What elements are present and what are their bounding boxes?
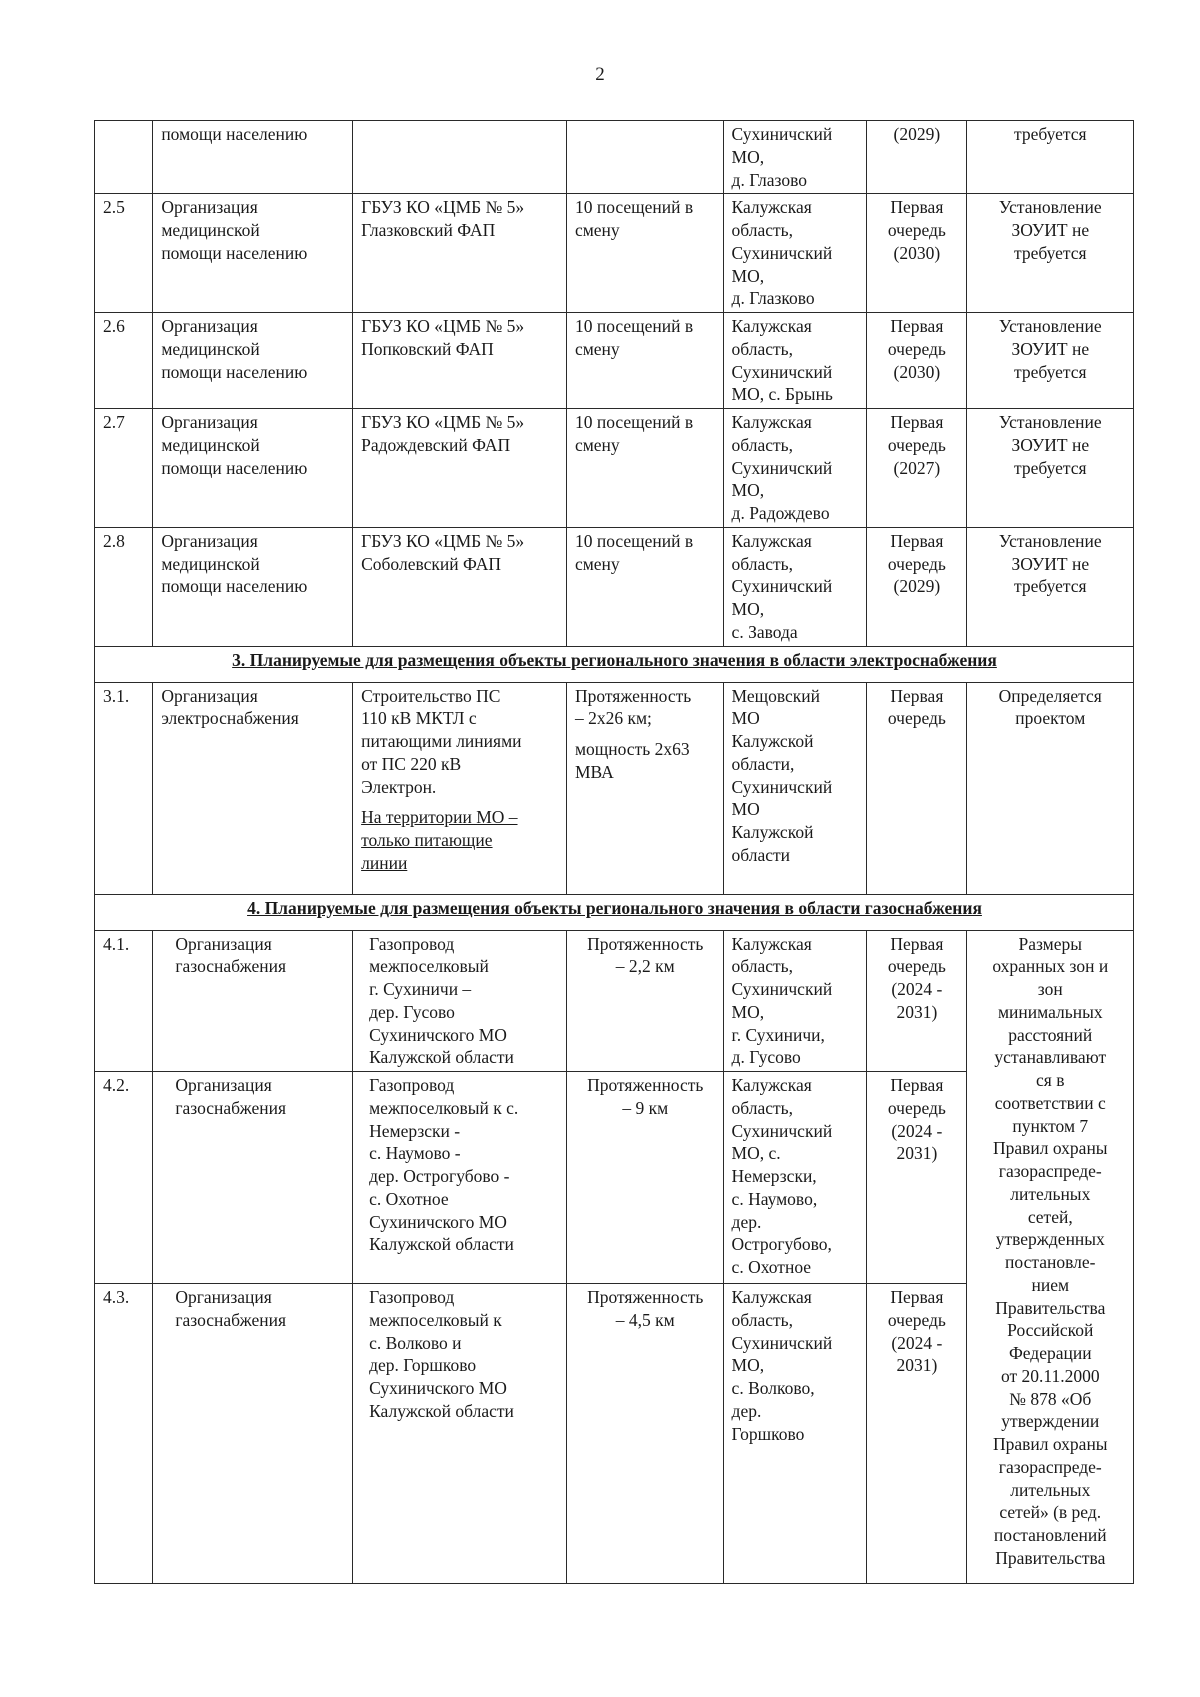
- text-line: очередь: [887, 338, 946, 359]
- text-line: Сухиничский: [731, 776, 833, 797]
- cell-object: [353, 1284, 567, 1584]
- page-number: 2: [595, 64, 605, 85]
- cell-params: [566, 121, 723, 194]
- text-line: Калужская: [731, 412, 812, 432]
- text-line: Первая: [890, 197, 944, 218]
- cell-object: [353, 1072, 567, 1284]
- text-line: очередь: [887, 956, 946, 977]
- text-line: Организация: [161, 316, 258, 336]
- text-line: очередь: [887, 553, 946, 574]
- text-line: лительных: [1010, 1183, 1091, 1204]
- text-line: Организация: [161, 530, 258, 551]
- text-line: медицинской: [161, 434, 260, 455]
- cell-num: 4.2.: [95, 1072, 153, 1284]
- objects-table: [94, 120, 1134, 1584]
- text-line: очередь: [887, 434, 946, 455]
- text-line: Сухиничский: [731, 576, 833, 597]
- cell-object: [353, 313, 567, 409]
- text-line: Калужской области: [369, 1234, 514, 1255]
- text-line: (2030): [893, 361, 941, 382]
- text-line: смену: [574, 434, 620, 455]
- text-line: Федерации: [1008, 1343, 1092, 1363]
- text-line: Первая: [890, 1075, 944, 1095]
- cell-queue: [867, 682, 966, 894]
- text-line: 110 кВ МКТЛ с: [361, 708, 477, 729]
- text-line: медицинской: [161, 338, 260, 359]
- cell-zone: [966, 682, 1133, 894]
- cell-params: [566, 527, 723, 646]
- cell-zone: требуется: [966, 121, 1133, 194]
- table-row: [95, 194, 1134, 313]
- text-line: 10 посещений в: [574, 316, 694, 336]
- text-line: Газопровод: [369, 1075, 455, 1095]
- text-line: МО: [731, 708, 760, 729]
- text-line: На территории МО –: [361, 807, 518, 828]
- text-line: межпоселковый к с.: [369, 1097, 519, 1118]
- text-line: нием: [1031, 1274, 1070, 1295]
- text-line: Электрон.: [361, 776, 437, 797]
- cell-location: [723, 313, 867, 409]
- text-line: смену: [574, 553, 620, 574]
- text-line: электроснабжения: [161, 708, 299, 729]
- text-line: Сухиничский: [731, 1332, 833, 1353]
- cell-queue: [867, 930, 966, 1072]
- cell-purpose: [153, 682, 353, 894]
- cell-num: 2.5: [95, 194, 153, 313]
- text-line: помощи населению: [161, 457, 308, 478]
- text-line: газораспреде-: [998, 1161, 1102, 1181]
- text-line: ся в: [1036, 1070, 1065, 1090]
- text-line: – 2х26 км;: [574, 708, 652, 729]
- cell-purpose: [153, 194, 353, 313]
- text-line: очередь: [887, 1309, 946, 1330]
- text-line: соответствии с: [994, 1092, 1106, 1113]
- text-line: Правительства: [995, 1297, 1106, 1318]
- text-line: газораспреде-: [998, 1456, 1102, 1477]
- cell-num: [95, 121, 153, 194]
- text-line: – 4,5 км: [615, 1309, 675, 1330]
- text-line: Организация: [161, 197, 258, 218]
- cell-queue: [867, 409, 966, 528]
- text-line: с. Охотное: [369, 1188, 449, 1209]
- text-line: Калужская: [731, 197, 812, 218]
- text-line: д. Глазово: [731, 169, 807, 190]
- text-line: линии: [361, 852, 408, 873]
- cell-queue: [867, 1284, 966, 1584]
- text-line: Калужская: [731, 1287, 812, 1307]
- text-line: МО,: [731, 480, 765, 501]
- text-line: с. Наумово,: [731, 1188, 818, 1209]
- cell-num: 4.3.: [95, 1284, 153, 1584]
- cell-num: 2.6: [95, 313, 153, 409]
- cell-location: [723, 194, 867, 313]
- cell-zone-gas: [966, 930, 1133, 1584]
- table-row: [95, 121, 1134, 194]
- text-line: Немерзски,: [731, 1166, 817, 1186]
- text-line: МО,: [731, 146, 765, 167]
- text-line: питающими линиями: [361, 731, 522, 751]
- text-line: 10 посещений в: [574, 412, 694, 432]
- text-line: (2024 -: [891, 979, 943, 999]
- cell-num: 2.7: [95, 409, 153, 528]
- text-line: МО,: [731, 1355, 765, 1376]
- text-line: область,: [731, 1097, 794, 1118]
- text-line: Калужская: [731, 316, 812, 336]
- text-line: ГБУЗ КО «ЦМБ № 5»: [361, 530, 525, 551]
- text-line: ЗОУИТ не: [1011, 220, 1090, 240]
- text-line: дер.: [731, 1211, 762, 1232]
- text-line: Калужской области: [369, 1400, 514, 1421]
- text-line: 2031): [896, 1143, 938, 1164]
- cell-num: 3.1.: [95, 682, 153, 894]
- cell-purpose: [153, 313, 353, 409]
- text-line: МО, с. Брынь: [731, 384, 833, 405]
- text-line: с. Наумово -: [369, 1143, 461, 1164]
- cell-object: [353, 194, 567, 313]
- text-line: Газопровод: [369, 1287, 455, 1307]
- cell-purpose: [153, 1072, 353, 1284]
- text-line: Сухиничского МО: [369, 1211, 507, 1232]
- text-line: Калужская: [731, 933, 812, 954]
- object-description: [361, 685, 559, 799]
- text-line: Протяженность: [587, 1075, 704, 1095]
- cell-location: [723, 121, 867, 194]
- cell-params: [566, 409, 723, 528]
- cell-queue: (2029): [867, 121, 966, 194]
- cell-params: [566, 1072, 723, 1284]
- text-line: помощи населению: [161, 361, 308, 382]
- cell-object: [353, 121, 567, 194]
- text-line: медицинской: [161, 220, 260, 240]
- cell-object: [353, 930, 567, 1072]
- text-line: межпоселковый к: [369, 1309, 502, 1330]
- text-line: минимальных: [997, 1001, 1103, 1022]
- text-line: Установление: [998, 197, 1102, 218]
- text-line: Строительство ПС: [361, 685, 501, 706]
- text-line: газоснабжения: [175, 956, 287, 977]
- text-line: Определяется: [998, 685, 1102, 706]
- text-line: с. Волково и: [369, 1332, 462, 1353]
- text-line: – 9 км: [622, 1097, 669, 1118]
- cell-params: [566, 313, 723, 409]
- table-row: [95, 682, 1134, 894]
- cell-purpose: [153, 930, 353, 1072]
- text-line: очередь: [887, 1097, 946, 1118]
- text-line: лительных: [1010, 1479, 1091, 1500]
- text-line: с. Охотное: [731, 1257, 812, 1277]
- text-line: Первая: [890, 685, 944, 706]
- cell-num: 2.8: [95, 527, 153, 646]
- text-line: ЗОУИТ не: [1011, 434, 1090, 455]
- text-line: (2024 -: [891, 1332, 943, 1353]
- section-row: [95, 646, 1134, 682]
- text-line: Попковский ФАП: [361, 338, 494, 359]
- text-line: Первая: [890, 316, 944, 336]
- text-line: Правил охраны: [992, 1434, 1108, 1454]
- text-line: утверждении: [1001, 1411, 1100, 1432]
- cell-location: [723, 682, 867, 894]
- text-line: Калужская: [731, 530, 812, 551]
- section-title-gas: 4. Планируемые для размещения объекты регионального значения в области газоснабжения: [95, 894, 1134, 930]
- params-length: [575, 685, 716, 731]
- text-line: расстояний: [1008, 1024, 1093, 1045]
- text-line: медицинской: [161, 553, 260, 574]
- table-row: [95, 930, 1134, 1072]
- text-line: зон: [1037, 979, 1063, 999]
- cell-queue: [867, 527, 966, 646]
- text-line: постановлений: [993, 1525, 1107, 1545]
- text-line: д. Глазково: [731, 288, 815, 309]
- text-line: смену: [574, 220, 620, 240]
- text-line: мощность 2х63: [574, 739, 690, 759]
- text-line: Сухиничского МО: [369, 1024, 507, 1045]
- text-line: Сухиничский: [731, 979, 833, 999]
- text-line: области,: [731, 753, 795, 774]
- text-line: МО,: [731, 1001, 765, 1022]
- text-line: сетей,: [1027, 1206, 1073, 1227]
- text-line: Калужской: [731, 822, 814, 842]
- cell-params: [566, 1284, 723, 1584]
- text-line: г. Сухиничи,: [731, 1024, 825, 1045]
- table-row: [95, 409, 1134, 528]
- text-line: МО,: [731, 599, 765, 619]
- text-line: Размеры: [1018, 933, 1083, 954]
- cell-location: [723, 1072, 867, 1284]
- text-line: Сухиничский: [731, 457, 833, 478]
- cell-object: [353, 409, 567, 528]
- text-line: – 2,2 км: [615, 956, 675, 977]
- text-line: Первая: [890, 412, 944, 432]
- text-line: требуется: [1013, 242, 1087, 263]
- text-line: Сухиничского МО: [369, 1378, 507, 1398]
- text-line: г. Сухиничи –: [369, 979, 472, 999]
- text-line: ГБУЗ КО «ЦМБ № 5»: [361, 316, 525, 336]
- text-line: Калужской: [731, 731, 814, 751]
- text-line: Организация: [161, 412, 258, 432]
- text-line: межпоселковый: [369, 956, 489, 977]
- text-line: № 878 «Об: [1009, 1388, 1092, 1409]
- text-line: Организация: [175, 1287, 272, 1307]
- text-line: от 20.11.2000: [1000, 1365, 1100, 1386]
- text-line: Первая: [890, 530, 944, 551]
- text-line: Установление: [998, 316, 1102, 336]
- table-row: [95, 527, 1134, 646]
- text-line: Российской: [1007, 1320, 1094, 1341]
- section-row: [95, 894, 1134, 930]
- text-line: Соболевский ФАП: [361, 553, 501, 574]
- text-line: Мещовский: [731, 685, 821, 706]
- text-line: Правительства: [995, 1547, 1106, 1568]
- text-line: с. Завода: [731, 621, 798, 642]
- cell-zone: [966, 409, 1133, 528]
- cell-object: [353, 527, 567, 646]
- text-line: Установление: [998, 412, 1102, 432]
- cell-purpose: [153, 409, 353, 528]
- text-line: ГБУЗ КО «ЦМБ № 5»: [361, 412, 525, 432]
- text-line: Организация: [175, 933, 272, 954]
- cell-purpose: помощи населению: [153, 121, 353, 194]
- text-line: области: [731, 844, 791, 865]
- text-line: Организация: [161, 685, 258, 706]
- text-line: Протяженность: [587, 1287, 704, 1307]
- text-line: д. Радождево: [731, 503, 830, 523]
- cell-object: [353, 682, 567, 894]
- text-line: постановле-: [1005, 1252, 1096, 1272]
- text-line: утвержденных: [995, 1229, 1105, 1250]
- text-line: Установление: [998, 530, 1102, 551]
- text-line: от ПС 220 кВ: [361, 753, 462, 774]
- text-line: Протяженность: [574, 685, 692, 706]
- text-line: Немерзски -: [369, 1120, 461, 1141]
- cell-location: [723, 930, 867, 1072]
- text-line: ГБУЗ КО «ЦМБ № 5»: [361, 197, 525, 218]
- text-line: Газопровод: [369, 933, 455, 954]
- text-line: область,: [731, 1309, 794, 1330]
- text-line: Сухиничский: [731, 242, 833, 263]
- text-line: охранных зон и: [992, 956, 1109, 977]
- text-line: Радождевский ФАП: [361, 434, 511, 455]
- text-line: устанавливают: [994, 1047, 1107, 1068]
- cell-num: 4.1.: [95, 930, 153, 1072]
- text-line: помощи населению: [161, 576, 308, 597]
- text-line: требуется: [1013, 361, 1087, 382]
- text-line: Первая: [890, 1287, 944, 1307]
- text-line: Сухиничский: [731, 124, 833, 144]
- text-line: проектом: [1015, 708, 1086, 729]
- cell-purpose: [153, 527, 353, 646]
- text-line: смену: [574, 338, 620, 359]
- text-line: область,: [731, 956, 794, 977]
- text-line: Правил охраны: [992, 1138, 1108, 1159]
- text-line: МВА: [574, 761, 614, 782]
- object-note: [361, 806, 559, 874]
- cell-params: [566, 194, 723, 313]
- text-line: область,: [731, 553, 794, 574]
- text-line: Калужская: [731, 1075, 812, 1095]
- text-line: очередь: [887, 708, 946, 729]
- text-line: Первая: [890, 933, 944, 954]
- text-line: МО: [731, 799, 760, 820]
- text-line: Сухиничский: [731, 1120, 833, 1141]
- cell-zone: [966, 194, 1133, 313]
- cell-queue: [867, 194, 966, 313]
- section-title-electricity: 3. Планируемые для размещения объекты регионального значения в области электроснабжения: [95, 646, 1134, 682]
- text-line: (2030): [893, 242, 941, 263]
- cell-location: [723, 409, 867, 528]
- text-line: ЗОУИТ не: [1011, 338, 1090, 359]
- text-line: Протяженность: [587, 933, 704, 954]
- text-line: 10 посещений в: [574, 197, 694, 218]
- text-line: дер. Гусово: [369, 1001, 455, 1022]
- text-line: очередь: [887, 220, 946, 240]
- text-line: дер. Горшково: [369, 1355, 477, 1376]
- text-line: МО, с.: [731, 1143, 781, 1164]
- text-line: с. Волково,: [731, 1378, 815, 1398]
- text-line: МО,: [731, 265, 765, 286]
- cell-queue: [867, 1072, 966, 1284]
- text-line: Острогубово,: [731, 1234, 832, 1255]
- text-line: пунктом 7: [1012, 1115, 1089, 1136]
- text-line: Организация: [175, 1075, 272, 1095]
- cell-location: [723, 1284, 867, 1584]
- cell-zone: [966, 313, 1133, 409]
- cell-queue: [867, 313, 966, 409]
- text-line: д. Гусово: [731, 1047, 801, 1068]
- cell-zone: [966, 527, 1133, 646]
- text-line: дер.: [731, 1400, 762, 1421]
- text-line: только питающие: [361, 830, 493, 850]
- text-line: 2031): [896, 1355, 938, 1376]
- text-line: дер. Острогубово -: [369, 1166, 510, 1186]
- cell-params: [566, 682, 723, 894]
- text-line: Сухиничский: [731, 361, 833, 382]
- text-line: 2031): [896, 1001, 938, 1022]
- cell-purpose: [153, 1284, 353, 1584]
- text-line: требуется: [1013, 576, 1087, 597]
- cell-location: [723, 527, 867, 646]
- text-line: Глазковский ФАП: [361, 220, 496, 240]
- text-line: Горшково: [731, 1423, 805, 1444]
- text-line: область,: [731, 220, 794, 240]
- text-line: (2029): [893, 576, 941, 597]
- text-line: требуется: [1013, 457, 1087, 478]
- params-power: [575, 738, 716, 784]
- text-line: Калужской области: [369, 1047, 514, 1068]
- text-line: помощи населению: [161, 242, 308, 263]
- text-line: 10 посещений в: [574, 530, 694, 551]
- cell-params: [566, 930, 723, 1072]
- text-line: ЗОУИТ не: [1011, 553, 1090, 574]
- text-line: газоснабжения: [175, 1097, 287, 1118]
- text-line: (2027): [893, 457, 941, 478]
- text-line: (2024 -: [891, 1120, 943, 1141]
- table-row: [95, 313, 1134, 409]
- text-line: область,: [731, 434, 794, 455]
- text-line: область,: [731, 338, 794, 359]
- text-line: газоснабжения: [175, 1309, 287, 1330]
- text-line: сетей» (в ред.: [999, 1502, 1102, 1523]
